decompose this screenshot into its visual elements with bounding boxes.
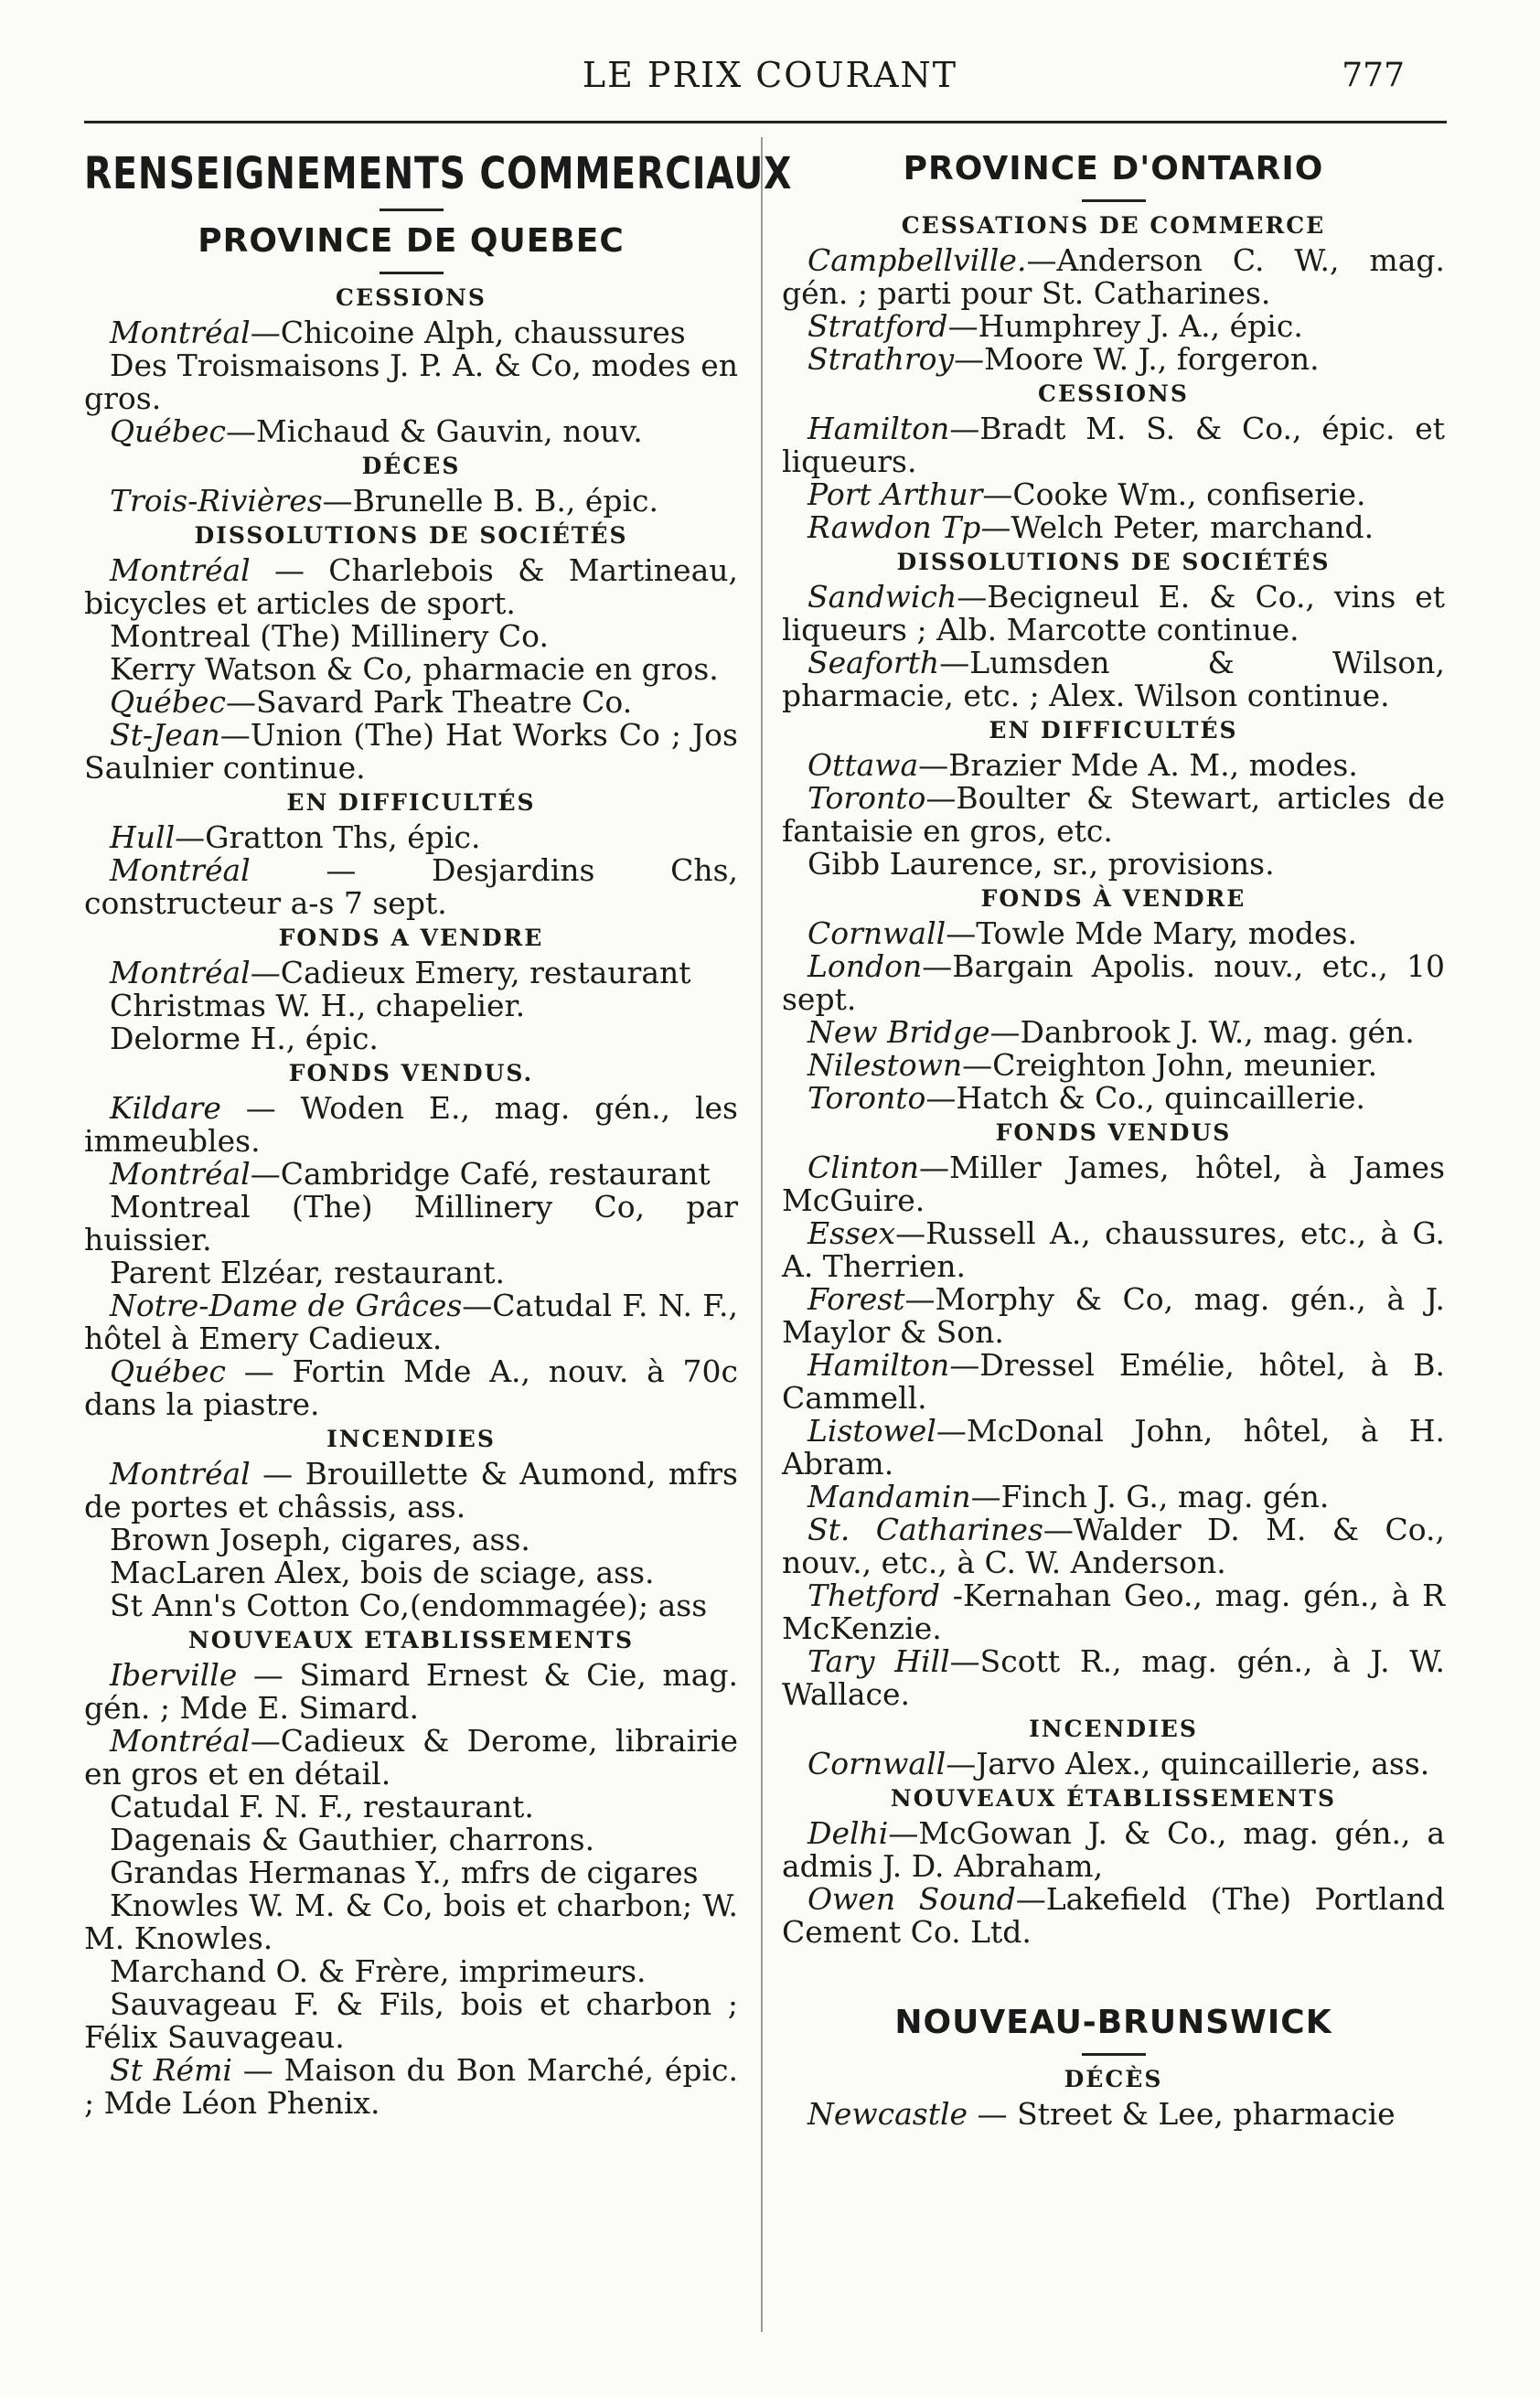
listing-entry <box>782 950 1445 1016</box>
place-name: Forest <box>807 1281 905 1317</box>
left-column <box>84 146 793 2121</box>
entry-text: Knowles W. M. & Co, bois et charbon; W. M. Knowles. <box>84 1888 738 1956</box>
listing-entry <box>84 686 738 719</box>
entry-text: —McGowan J. & Co., mag. gén., a admis J. D. Abraham, <box>782 1815 1445 1884</box>
place-name: Hull <box>110 819 176 855</box>
place-name: Rawdon Tp <box>807 509 981 545</box>
rule <box>380 272 444 274</box>
place-name: Cornwall <box>807 915 946 951</box>
section-heading: INCENDIES <box>1029 1716 1198 1742</box>
rule <box>1082 199 1146 202</box>
place-name: Mandamin <box>807 1479 971 1514</box>
entry-text: Parent Elzéar, restaurant. <box>110 1255 505 1290</box>
listing-entry <box>84 1191 738 1257</box>
province-title: PROVINCE DE QUEBEC <box>198 222 625 260</box>
place-name: Toronto <box>807 1080 926 1116</box>
listing-entry <box>782 478 1445 511</box>
listing-entry <box>84 415 738 448</box>
entry-text: —Morphy & Co, mag. gén., à J. Maylor & Son. <box>782 1281 1445 1350</box>
entry-text: —Humphrey J. A., épic. <box>947 308 1303 344</box>
right-column <box>782 146 1445 2131</box>
listing-entry <box>782 1817 1445 1883</box>
place-name: London <box>807 948 923 984</box>
entry-text: —Brazier Mde A. M., modes. <box>918 747 1358 783</box>
entry-text: Grandas Hermanas Y., mfrs de cigares <box>110 1855 699 1890</box>
entry-text: —Russell A., chaussures, etc., à G. A. Therrien. <box>782 1215 1445 1284</box>
place-name: Sandwich <box>807 579 957 615</box>
place-name: Seaforth <box>807 645 940 680</box>
listing-entry <box>782 1016 1445 1049</box>
entry-text: — Woden E., mag. gén., les immeubles. <box>84 1090 738 1159</box>
entry-text: —Finch J. G., mag. gén. <box>970 1479 1330 1514</box>
entry-text: —Bargain Apolis. nouv., etc., 10 sept. <box>782 948 1445 1017</box>
listing-entry <box>782 1748 1445 1781</box>
place-name: Montréal <box>110 955 251 990</box>
listing-entry <box>84 1659 738 1725</box>
listing-entry <box>782 1645 1445 1711</box>
listing-entry <box>782 1349 1445 1415</box>
entry-text: Des Troismaisons J. P. A. & Co, modes en gros. <box>84 348 738 416</box>
place-name: Hamilton <box>807 1347 950 1383</box>
place-name: St-Jean <box>110 717 220 753</box>
listing-entry <box>84 854 738 920</box>
place-name: Montréal <box>110 1456 251 1492</box>
place-name: Montréal <box>110 852 251 888</box>
listing-entry <box>782 1082 1445 1115</box>
listing-entry <box>782 310 1445 343</box>
section-heading: NOUVEAUX ÉTABLISSEMENTS <box>890 1785 1337 1812</box>
place-name: Notre-Dame de Grâces <box>110 1288 463 1323</box>
entry-text: —Union (The) Hat Works Co ; Jos Saulnier continue. <box>84 717 738 786</box>
listing-entry <box>84 1589 738 1622</box>
section-heading: EN DIFFICULTÉS <box>286 789 536 816</box>
entry-text: —Miller James, hôtel, à James McGuire. <box>782 1150 1445 1218</box>
listing-entry <box>84 485 738 518</box>
entry-text: Kerry Watson & Co, pharmacie en gros. <box>110 651 719 687</box>
entry-text: Sauvageau F. & Fils, bois et charbon ; Félix Sauvageau. <box>84 1986 738 2055</box>
place-name: Nilestown <box>807 1047 963 1083</box>
listing-entry <box>782 511 1445 544</box>
listing-entry <box>84 1355 738 1421</box>
entry-text: —Cadieux & Derome, librairie en gros et en détail. <box>84 1723 738 1792</box>
listing-entry <box>84 1725 738 1791</box>
place-name: Delhi <box>807 1815 889 1851</box>
entry-text: Montreal (The) Millinery Co, par huissier. <box>84 1189 738 1257</box>
province-title: NOUVEAU-BRUNSWICK <box>894 2004 1332 2041</box>
entry-text: — Maison du Bon Marché, épic. ; Mde Léon Phenix. <box>84 2052 738 2121</box>
section-heading: DÉCES <box>361 453 461 479</box>
entry-text: —Danbrook J. W., mag. gén. <box>989 1014 1415 1050</box>
entry-text: —Lakefield (The) Portland Cement Co. Ltd. <box>782 1881 1446 1950</box>
section-heading: FONDS VENDUS <box>995 1119 1232 1146</box>
listing-entry <box>84 1791 738 1824</box>
province-title: PROVINCE D'ONTARIO <box>903 150 1324 187</box>
entry-text: —Gratton Ths, épic. <box>175 819 481 855</box>
place-name: Québec <box>110 684 226 720</box>
listing-entry <box>84 653 738 686</box>
listing-entry <box>84 620 738 653</box>
listing-entry <box>84 1257 738 1289</box>
entry-text: Gibb Laurence, sr., provisions. <box>807 846 1275 882</box>
listing-entry <box>782 1481 1445 1514</box>
entry-text: —Scott R., mag. gén., à J. W. Wallace. <box>782 1643 1445 1712</box>
listing-entry <box>84 1158 738 1191</box>
entry-text: —Welch Peter, marchand. <box>980 509 1374 545</box>
listing-entry <box>84 1556 738 1589</box>
place-name: Montréal <box>110 315 251 350</box>
entry-text: — Charlebois & Martineau, bicycles et articles de sport. <box>84 552 738 621</box>
entry-text: —Lumsden & Wilson, pharmacie, etc. ; Alex. Wilson continue. <box>782 645 1445 713</box>
place-name: Kildare <box>110 1090 221 1126</box>
listing-entry <box>84 349 738 415</box>
entry-text: Marchand O. & Frère, imprimeurs. <box>110 1953 647 1989</box>
entry-text: —Dressel Emélie, hôtel, à B. Cammell. <box>782 1347 1445 1416</box>
place-name: Trois-Rivières <box>110 483 323 519</box>
place-name: Hamilton <box>807 411 950 446</box>
entry-text: —Walder D. M. & Co., nouv., etc., à C. W. Anderson. <box>782 1512 1445 1580</box>
section-masthead: RENSEIGNEMENTS COMMERCIAUX <box>84 148 793 199</box>
listing-entry <box>84 554 738 620</box>
listing-entry <box>84 821 738 854</box>
listing-entry <box>782 244 1445 310</box>
listing-entry <box>84 1856 738 1889</box>
listing-entry <box>84 316 738 349</box>
entry-text: —Bradt M. S. & Co., épic. et liqueurs. <box>782 411 1445 479</box>
section-heading: DÉCÈS <box>1064 2066 1163 2092</box>
listing-entry <box>84 1988 738 2054</box>
entry-text: — Simard Ernest & Cie, mag. gén. ; Mde E. Simard. <box>84 1657 738 1726</box>
place-name: Montréal <box>110 1156 251 1192</box>
entry-text: Brown Joseph, cigares, ass. <box>110 1522 530 1557</box>
listing-entry <box>782 1579 1445 1645</box>
section-heading: CESSATIONS DE COMMERCE <box>901 212 1326 239</box>
listing-entry <box>84 2054 738 2120</box>
entry-text: —Brunelle B. B., épic. <box>322 483 658 519</box>
place-name: Québec <box>110 1353 226 1389</box>
section-heading: EN DIFFICULTÉS <box>989 717 1238 743</box>
listing-entry <box>782 581 1445 647</box>
listing-entry <box>84 1955 738 1988</box>
entry-text: — Street & Lee, pharmacie <box>968 2096 1396 2132</box>
place-name: Essex <box>807 1215 896 1251</box>
entry-text: -Kernahan Geo., mag. gén., à R McKenzie. <box>782 1578 1445 1646</box>
place-name: Montréal <box>110 1723 251 1759</box>
section-heading: DISSOLUTIONS DE SOCIÉTÉS <box>194 522 628 549</box>
listing-entry <box>782 2098 1445 2131</box>
rule <box>1082 2053 1146 2056</box>
listing-entry <box>782 917 1445 950</box>
listing-entry <box>782 1514 1445 1579</box>
left-sections <box>84 282 738 2120</box>
place-name: Iberville <box>110 1657 238 1693</box>
listing-entry <box>84 1889 738 1955</box>
listing-entry <box>782 848 1445 881</box>
listing-entry <box>84 989 738 1022</box>
listing-entry <box>782 782 1445 848</box>
listing-entry <box>782 1217 1445 1283</box>
column-divider <box>761 137 763 2332</box>
section-heading: CESSIONS <box>1038 380 1189 407</box>
place-name: Listowel <box>807 1413 936 1449</box>
page-number: 777 <box>1342 57 1405 94</box>
entry-text: —Cooke Wm., confiserie. <box>982 476 1366 512</box>
entry-text: —Catudal F. N. F., hôtel à Emery Cadieux. <box>84 1288 738 1356</box>
entry-text: —Michaud & Gauvin, nouv. <box>225 413 643 449</box>
entry-text: Christmas W. H., chapelier. <box>110 988 526 1023</box>
listing-entry <box>84 1458 738 1524</box>
entry-text: —Cambridge Café, restaurant <box>250 1156 711 1192</box>
place-name: Newcastle <box>807 2096 968 2132</box>
entry-text: —Moore W. J., forgeron. <box>954 341 1320 377</box>
entry-text: —Jarvo Alex., quincaillerie, ass. <box>946 1746 1430 1781</box>
listing-entry <box>782 1283 1445 1349</box>
place-name: St Rémi <box>110 2052 232 2088</box>
entry-text: MacLaren Alex, bois de sciage, ass. <box>110 1555 655 1590</box>
entry-text: Catudal F. N. F., restaurant. <box>110 1789 534 1824</box>
entry-text: —Hatch & Co., quincaillerie. <box>925 1080 1366 1116</box>
listing-entry <box>782 647 1445 712</box>
place-name: Port Arthur <box>807 476 983 512</box>
header-rule <box>84 121 1447 123</box>
section-heading: DISSOLUTIONS DE SOCIÉTÉS <box>896 549 1331 575</box>
entry-text: St Ann's Cotton Co,(endommagée); ass <box>110 1588 708 1623</box>
listing-entry <box>84 1289 738 1355</box>
place-name: Toronto <box>807 780 926 816</box>
spacer <box>782 1949 1445 2000</box>
listing-entry <box>84 1092 738 1158</box>
entry-text: Montreal (The) Millinery Co. <box>110 618 549 654</box>
entry-text: —McDonal John, hôtel, à H. Abram. <box>782 1413 1445 1481</box>
entry-text: — Brouillette & Aumond, mfrs de portes et châssis, ass. <box>84 1456 738 1524</box>
entry-text: —Creighton John, meunier. <box>962 1047 1378 1083</box>
section-heading: FONDS À VENDRE <box>980 885 1246 912</box>
section-heading: FONDS VENDUS. <box>288 1060 534 1086</box>
section-heading: FONDS A VENDRE <box>278 925 544 951</box>
listing-entry <box>84 1824 738 1856</box>
place-name: Québec <box>110 413 226 449</box>
listing-entry <box>782 412 1445 478</box>
place-name: Tary Hill <box>807 1643 950 1679</box>
entry-text: —Savard Park Theatre Co. <box>225 684 633 720</box>
section-heading: NOUVEAUX ETABLISSEMENTS <box>187 1627 635 1653</box>
place-name: Montréal <box>110 552 251 588</box>
place-name: Cornwall <box>807 1746 946 1781</box>
right-sections-2 <box>782 2063 1445 2131</box>
page-header <box>0 55 1540 110</box>
entry-text: Delorme H., épic. <box>110 1021 379 1056</box>
place-name: Strathroy <box>807 341 955 377</box>
place-name: Ottawa <box>807 747 919 783</box>
entry-text: —Anderson C. W., mag. gén. ; parti pour St. Catharines. <box>782 242 1445 311</box>
place-name: New Bridge <box>807 1014 990 1050</box>
listing-entry <box>782 1883 1445 1949</box>
entry-text: —Towle Mde Mary, modes. <box>946 915 1357 951</box>
listing-entry <box>84 719 738 785</box>
listing-entry <box>782 1415 1445 1481</box>
place-name: Clinton <box>807 1150 919 1185</box>
entry-text: —Cadieux Emery, restaurant <box>250 955 691 990</box>
listing-entry <box>782 749 1445 782</box>
section-heading: INCENDIES <box>326 1426 496 1452</box>
section-heading: CESSIONS <box>336 284 487 311</box>
place-name: Owen Sound <box>807 1881 1016 1917</box>
listing-entry <box>84 1022 738 1055</box>
listing-entry <box>84 957 738 989</box>
listing-entry <box>84 1524 738 1556</box>
entry-text: — Fortin Mde A., nouv. à 70c dans la piastre. <box>84 1353 738 1422</box>
rule <box>380 209 444 211</box>
entry-text: —Chicoine Alph, chaussures <box>250 315 686 350</box>
listing-entry <box>782 1151 1445 1217</box>
listing-entry <box>782 1049 1445 1082</box>
entry-text: — Desjardins Chs, constructeur a-s 7 sept. <box>84 852 738 921</box>
place-name: Thetford <box>807 1578 941 1613</box>
listing-entry <box>782 343 1445 376</box>
running-title: LE PRIX COURANT <box>582 55 958 95</box>
place-name: Stratford <box>807 308 948 344</box>
entry-text: —Boulter & Stewart, articles de fantaisie en gros, etc. <box>782 780 1445 849</box>
right-sections <box>782 209 1445 1949</box>
place-name: Campbellville. <box>807 242 1027 278</box>
entry-text: —Becigneul E. & Co., vins et liqueurs ; Alb. Marcotte continue. <box>782 579 1445 647</box>
place-name: St. Catharines <box>807 1512 1043 1547</box>
entry-text: Dagenais & Gauthier, charrons. <box>110 1822 595 1857</box>
